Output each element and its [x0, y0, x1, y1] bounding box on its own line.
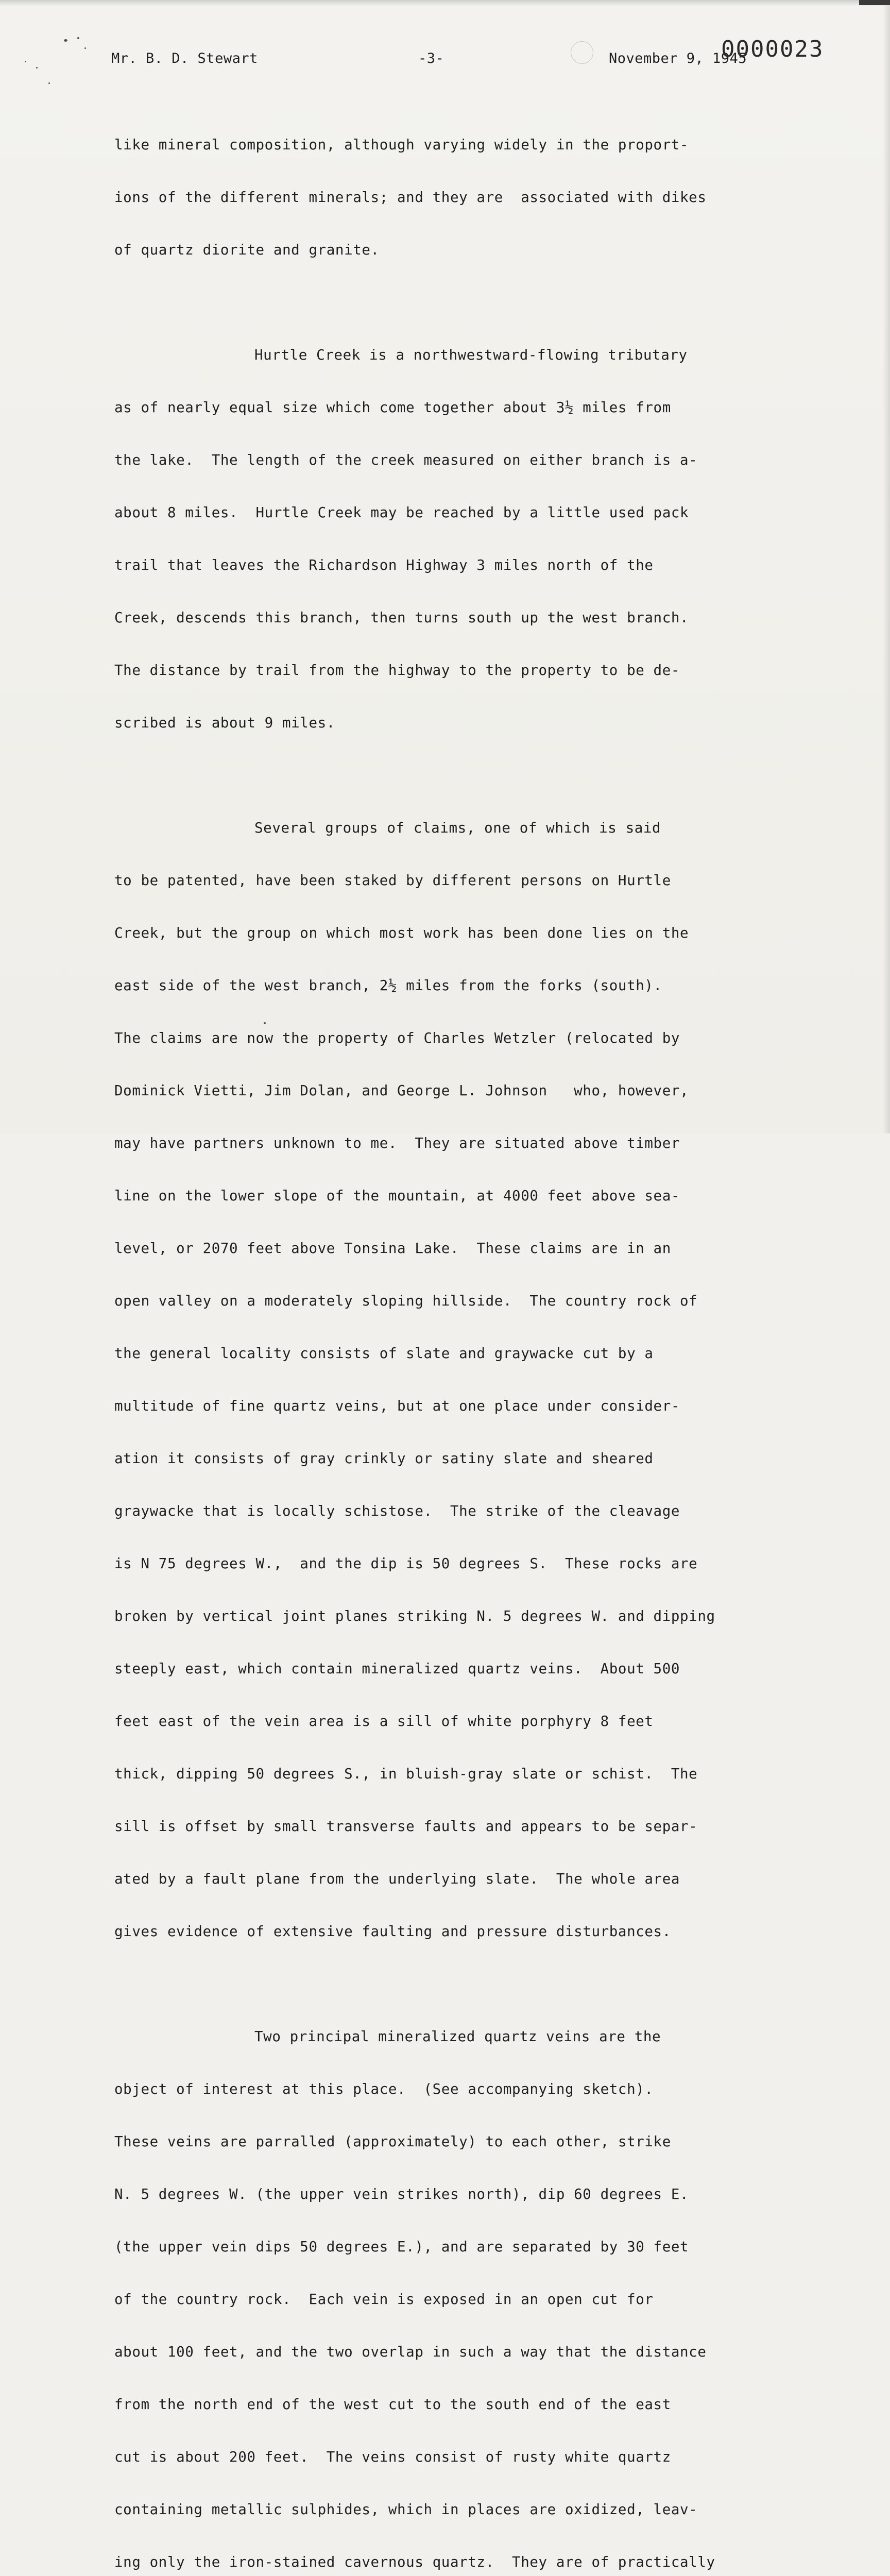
text-line: to be patented, have been staked by different persons on Hurtle — [114, 872, 671, 889]
text-line: object of interest at this place. (See accompanying sketch). — [114, 2081, 654, 2097]
letter-body — [114, 101, 784, 2576]
text-line: trail that leaves the Richardson Highway 3 miles north of the — [114, 557, 654, 573]
text-line: is N 75 degrees W., and the dip is 50 degrees S. These rocks are — [114, 1555, 698, 1572]
paragraph-4 — [114, 1993, 784, 2576]
text-line: from the north end of the west cut to the south end of the east — [114, 2396, 671, 2413]
text-line: level, or 2070 feet above Tonsina Lake. These claims are in an — [114, 1240, 671, 1257]
text-line: ions of the different minerals; and they are associated with dikes — [114, 189, 707, 206]
text-line: about 100 feet, and the two overlap in such a way that the distance — [114, 2344, 707, 2360]
text-line: The distance by trail from the highway to the property to be de- — [114, 662, 680, 679]
text-line: The claims are now the property of Charles Wetzler (relocated by — [114, 1030, 680, 1046]
scan-speck — [77, 37, 79, 39]
text-line: of the country rock. Each vein is exposed in an open cut for — [114, 2291, 654, 2308]
text-line: Creek, but the group on which most work has been done lies on the — [114, 925, 689, 941]
paragraph-2 — [114, 311, 784, 767]
text-line: ated by a fault plane from the underlying slate. The whole area — [114, 1871, 680, 1887]
text-line: the general locality consists of slate and graywacke cut by a — [114, 1345, 654, 1362]
scan-corner-mark — [859, 0, 890, 5]
text-line: line on the lower slope of the mountain, at 4000 feet above sea- — [114, 1188, 680, 1204]
text-line: east side of the west branch, 2½ miles from the forks (south). — [114, 977, 662, 994]
text-line: Creek, descends this branch, then turns south up the west branch. — [114, 609, 689, 626]
scan-speck — [64, 39, 67, 42]
paragraph-3 — [114, 784, 784, 1975]
scan-speck — [25, 61, 26, 62]
text-line: (the upper vein dips 50 degrees E.), and are separated by 30 feet — [114, 2239, 689, 2255]
scan-right-edge — [883, 0, 890, 1133]
text-line: graywacke that is locally schistose. The strike of the cleavage — [114, 1503, 680, 1519]
text-line: N. 5 degrees W. (the upper vein strikes north), dip 60 degrees E. — [114, 2186, 689, 2202]
text-line: Two principal mineralized quartz veins are the — [254, 2028, 661, 2045]
letter-header — [111, 50, 822, 71]
page-number: -3- — [418, 50, 444, 66]
document-number-stamp: 0000023 — [721, 36, 824, 62]
text-line: containing metallic sulphides, which in places are oxidized, leav- — [114, 2501, 698, 2518]
text-line: of quartz diorite and granite. — [114, 242, 380, 258]
text-line: open valley on a moderately sloping hillside. The country rock of — [114, 1293, 698, 1309]
text-line: may have partners unknown to me. They are situated above timber — [114, 1135, 680, 1151]
letter-date: November 9, 1945 — [609, 50, 747, 66]
recipient-name: Mr. B. D. Stewart — [111, 50, 258, 66]
text-line: scribed is about 9 miles. — [114, 715, 335, 731]
text-line: Dominick Vietti, Jim Dolan, and George L. Johnson who, however, — [114, 1082, 689, 1099]
scan-top-edge — [0, 0, 890, 6]
text-line: ing only the iron-stained cavernous quartz. They are of practically — [114, 2554, 715, 2570]
text-line: Several groups of claims, one of which is said — [254, 820, 661, 836]
text-line: thick, dipping 50 degrees S., in bluish-gray slate or schist. The — [114, 1766, 698, 1782]
text-line: feet east of the vein area is a sill of white porphyry 8 feet — [114, 1713, 654, 1730]
scan-speck — [84, 47, 86, 49]
text-line: like mineral composition, although varying widely in the proport- — [114, 137, 689, 153]
text-line: These veins are parralled (approximately) to each other, strike — [114, 2133, 671, 2150]
text-line: ation it consists of gray crinkly or satiny slate and sheared — [114, 1450, 654, 1467]
text-line: the lake. The length of the creek measured on either branch is a- — [114, 452, 698, 468]
text-line: sill is offset by small transverse faults and appears to be separ- — [114, 1818, 698, 1835]
text-line: multitude of fine quartz veins, but at one place under consider- — [114, 1398, 680, 1414]
text-line: cut is about 200 feet. The veins consist of rusty white quartz — [114, 2449, 671, 2465]
text-line: steeply east, which contain mineralized quartz veins. About 500 — [114, 1660, 680, 1677]
text-line: as of nearly equal size which come together about 3½ miles from — [114, 399, 671, 416]
text-line: broken by vertical joint planes striking N. 5 degrees W. and dipping — [114, 1608, 715, 1624]
scan-speck — [48, 82, 50, 84]
paragraph-1 — [114, 101, 784, 294]
text-line: gives evidence of extensive faulting and pressure disturbances. — [114, 1923, 671, 1940]
scan-speck — [36, 67, 38, 69]
text-line: Hurtle Creek is a northwestward-flowing tributary — [254, 347, 688, 363]
text-line: about 8 miles. Hurtle Creek may be reached by a little used pack — [114, 504, 689, 521]
